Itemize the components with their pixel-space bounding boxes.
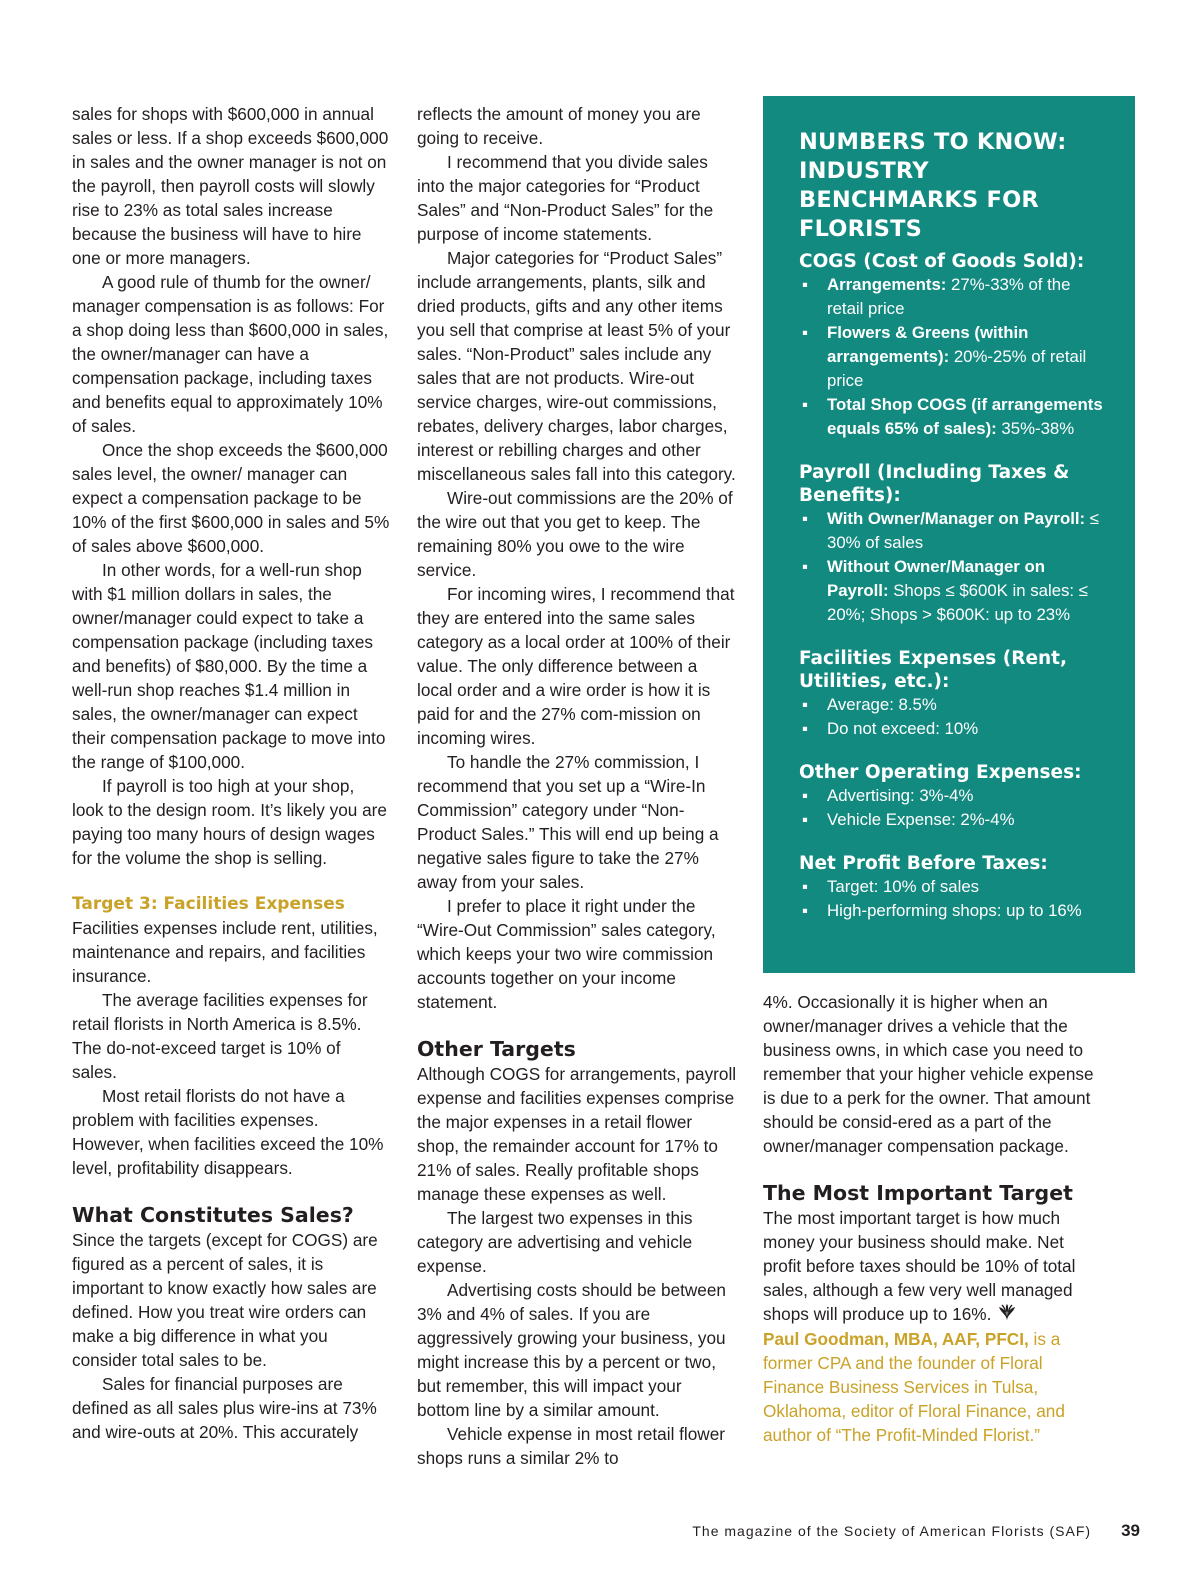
body-paragraph: A good rule of thumb for the owner/ manager compensation is as follows: For a shop doing less than $600,000 in sales, the owner/manager can have a compensation package, including taxes and benefits equal to approximately 10% of sales.	[72, 272, 389, 436]
list-item: ▪ Flowers & Greens (within arrangements): 20%-25% of retail price	[799, 321, 1105, 393]
footer-magazine-text: The magazine of the Society of American Florists (SAF)	[692, 1523, 1092, 1539]
body-paragraph: I prefer to place it right under the “Wire-Out Commission” sales category, which keeps your two wire commission accounts together on your income statement.	[417, 896, 716, 1012]
article-column-1	[72, 102, 390, 1444]
section-heading-sales: What Constitutes Sales?	[72, 1203, 354, 1227]
article-column-2	[417, 102, 737, 1470]
body-paragraph: In other words, for a well-run shop with $1 million dollars in sales, the owner/manager could expect to take a compensation package (including taxes and benefits) of $80,000. By the time a well-run shop reaches $1.4 million in sales, the owner/manager can expect their compensation package to move into the range of $100,000.	[72, 560, 386, 772]
body-paragraph: To handle the 27% commission, I recommend that you set up a “Wire-In Commission” category under “Non-Product Sales.” This will end up being a negative sales figure to take the 27% away from your sales.	[417, 752, 719, 892]
body-paragraph: For incoming wires, I recommend that they are entered into the same sales category as a local order at 100% of their value. The only difference between a local order and a wire order is how it is paid for and the 27% com-mission on incoming wires.	[417, 584, 735, 748]
article-column-3	[763, 990, 1095, 1447]
section-heading-most-important: The Most Important Target	[763, 1181, 1073, 1205]
body-paragraph: Since the targets (except for COGS) are figured as a percent of sales, it is important to know exactly how sales are defined. How you treat wire orders can make a big difference in what you consider total sales to be.	[72, 1230, 378, 1370]
list-item: ▪ Average: 8.5%	[799, 693, 1105, 717]
body-paragraph: Wire-out commissions are the 20% of the wire out that you get to keep. The remaining 80% you owe to the wire service.	[417, 488, 733, 580]
sidebar-heading-facilities: Facilities Expenses (Rent, Utilities, etc.):	[799, 648, 1068, 692]
author-bio: Paul Goodman, MBA, AAF, PFCI, is a former CPA and the founder of Floral Finance Business Services in Tulsa, Oklahoma, editor of Floral Finance, and author of “The Profit-Minded Florist.”	[763, 1329, 1065, 1446]
benchmarks-sidebar	[763, 96, 1135, 973]
list-item: ▪ High-performing shops: up to 16%	[799, 899, 1105, 923]
sidebar-heading-payroll: Payroll (Including Taxes & Benefits):	[799, 462, 1070, 506]
body-paragraph: Advertising costs should be between 3% and 4% of sales. If you are aggressively growing your business, you might increase this by a percent or two, but remember, this will impact your bottom line by a similar amount.	[417, 1280, 726, 1420]
list-item: ▪ Do not exceed: 10%	[799, 717, 1105, 741]
body-paragraph: The most important target is how much money your business should make. Net profit before taxes should be 10% of total sales, although a few very well managed shops will produce up to 16%.	[763, 1206, 1095, 1327]
sidebar-heading-cogs: COGS (Cost of Goods Sold):	[799, 251, 1085, 272]
sidebar-heading-profit: Net Profit Before Taxes:	[799, 853, 1048, 874]
body-paragraph: sales for shops with $600,000 in annual sales or less. If a shop exceeds $600,000 in sales and the owner manager is not on the payroll, then payroll costs will slowly rise to 23% as total sales increase because the business will have to hire one or more managers.	[72, 104, 389, 268]
body-paragraph: 4%. Occasionally it is higher when an owner/manager drives a vehicle that the business owns, in which case you need to remember that your higher vehicle expense is due to a perk for the owner. That amount should be consid-ered as a part of the owner/manager compensation package.	[763, 992, 1094, 1156]
body-paragraph: Facilities expenses include rent, utilities, maintenance and repairs, and facilities insurance.	[72, 918, 378, 986]
body-paragraph: Major categories for “Product Sales” include arrangements, plants, silk and dried products, gifts and any other items you sell that comprise at least 5% of your sales. “Non-Product” sales include any sales that are not products. Wire-out service charges, wire-out commissions, rebates, delivery charges, labor charges, interest or rebilling charges and other miscellaneous sales fall into this category.	[417, 248, 736, 484]
sidebar-heading-operating: Other Operating Expenses:	[799, 762, 1082, 783]
body-paragraph: I recommend that you divide sales into the major categories for “Product Sales” and “Non-Product Sales” for the purpose of income statements.	[417, 152, 714, 244]
list-item: ▪ Total Shop COGS (if arrangements equals 65% of sales): 35%-38%	[799, 393, 1105, 441]
payroll-list	[799, 507, 1105, 627]
list-item: ▪ Target: 10% of sales	[799, 875, 1105, 899]
list-item: ▪ Vehicle Expense: 2%-4%	[799, 808, 1105, 832]
section-heading-other-targets: Other Targets	[417, 1037, 576, 1061]
body-paragraph: If payroll is too high at your shop, look to the design room. It’s likely you are paying too many hours of design wages for the volume the shop is selling.	[72, 776, 387, 868]
profit-list	[799, 875, 1105, 923]
list-item: ▪ Arrangements: 27%-33% of the retail price	[799, 273, 1105, 321]
body-paragraph: The average facilities expenses for retail florists in North America is 8.5%. The do-not-exceed target is 10% of sales.	[72, 990, 368, 1082]
list-item: ▪ Advertising: 3%-4%	[799, 784, 1105, 808]
body-paragraph: Once the shop exceeds the $600,000 sales level, the owner/ manager can expect a compensation package to be 10% of the first $600,000 in sales and 5% of sales above $600,000.	[72, 440, 390, 556]
body-paragraph: Vehicle expense in most retail flower shops runs a similar 2% to	[417, 1424, 726, 1468]
facilities-list	[799, 693, 1105, 741]
sidebar-title: NUMBERS TO KNOW: INDUSTRY BENCHMARKS FOR FLORISTS	[799, 129, 1067, 242]
body-paragraph: Sales for financial purposes are defined as all sales plus wire-ins at 73% and wire-outs at 20%. This accurately	[72, 1374, 377, 1442]
subheading-target-3: Target 3: Facilities Expenses	[72, 894, 345, 914]
body-paragraph: reflects the amount of money you are going to receive.	[417, 104, 701, 148]
body-paragraph: The largest two expenses in this category are advertising and vehicle expense.	[417, 1208, 693, 1276]
operating-list	[799, 784, 1105, 832]
list-item: ▪ With Owner/Manager on Payroll: ≤ 30% of sales	[799, 507, 1105, 555]
body-paragraph: Although COGS for arrangements, payroll expense and facilities expenses comprise the major expenses in a retail flower shop, the remainder account for 17% to 21% of sales. Really profitable shops manage these expenses as well.	[417, 1064, 737, 1204]
list-item: ▪ Without Owner/Manager on Payroll: Shops ≤ $600K in sales: ≤ 20%; Shops > $600K: up to 23%	[799, 555, 1105, 627]
page-number: 39	[1121, 1521, 1140, 1540]
cogs-list	[799, 273, 1105, 441]
body-paragraph: Most retail florists do not have a problem with facilities expenses. However, when facilities exceed the 10% level, profitability disappears.	[72, 1086, 384, 1178]
saf-flower-icon	[997, 1303, 1017, 1327]
page-footer	[620, 1521, 1140, 1541]
